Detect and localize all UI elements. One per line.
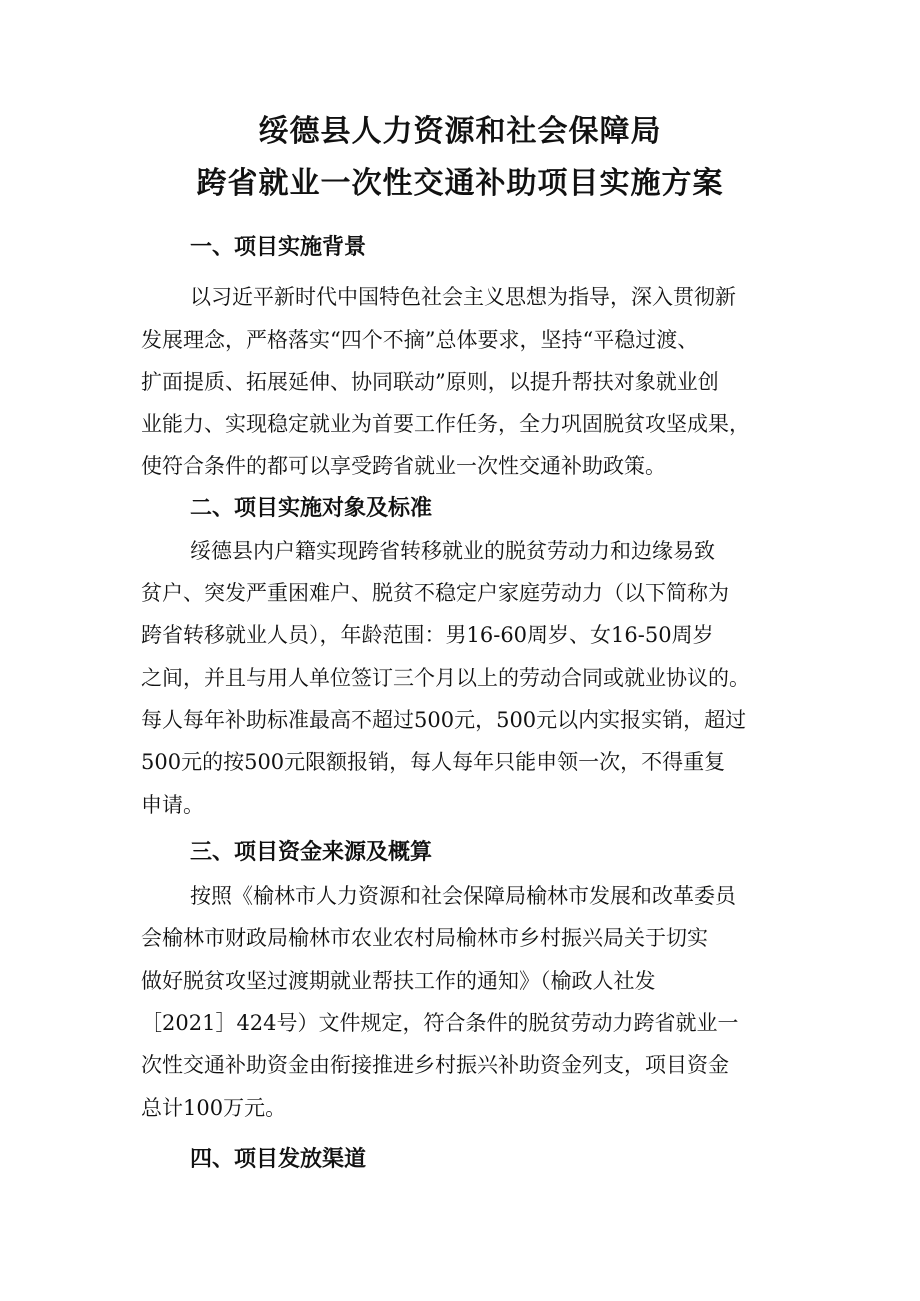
paragraph-line: 总计100万元。 bbox=[141, 1096, 287, 1120]
document-title-line1: 绥德县人力资源和社会保障局 bbox=[258, 114, 662, 149]
paragraph-line: 绥德县内户籍实现跨省转移就业的脱贫劳动力和边缘易致 bbox=[190, 539, 715, 563]
paragraph-line: 跨省转移就业人员），年龄范围：男16-60周岁、女16-50周岁 bbox=[141, 623, 714, 647]
paragraph-line: 次性交通补助资金由衔接推进乡村振兴补助资金列支，项目资金 bbox=[141, 1053, 729, 1077]
paragraph-line: 每人每年补助标准最高不超过500元，500元以内实报实销，超过 bbox=[141, 708, 747, 732]
paragraph-line: ［2021］424号）文件规定，符合条件的脱贫劳动力跨省就业一 bbox=[141, 1011, 739, 1035]
paragraph-line: 以习近平新时代中国特色社会主义思想为指导，深入贯彻新 bbox=[190, 285, 736, 309]
section-heading-distribution-channel: 四、项目发放渠道 bbox=[190, 1147, 367, 1172]
paragraph-line: 500元的按500元限额报销，每人每年只能申领一次，不得重复 bbox=[141, 750, 726, 774]
section-heading-funding: 三、项目资金来源及概算 bbox=[190, 840, 433, 865]
paragraph-line: 发展理念，严格落实“四个不摘”总体要求，坚持“平稳过渡、 bbox=[141, 328, 699, 352]
paragraph-line: 贫户、突发严重困难户、脱贫不稳定户家庭劳动力（以下简称为 bbox=[141, 581, 729, 605]
paragraph-line: 之间，并且与用人单位签订三个月以上的劳动合同或就业协议的。 bbox=[141, 666, 750, 690]
paragraph-line: 申请。 bbox=[141, 793, 204, 817]
paragraph-line: 扩面提质、拓展延伸、协同联动”原则，以提升帮扶对象就业创 bbox=[141, 370, 719, 394]
document-title-line2: 跨省就业一次性交通补助项目实施方案 bbox=[196, 166, 724, 201]
section-heading-target-and-standard: 二、项目实施对象及标准 bbox=[190, 496, 433, 521]
paragraph-line: 使符合条件的都可以享受跨省就业一次性交通补助政策。 bbox=[141, 454, 666, 478]
paragraph-line: 按照《榆林市人力资源和社会保障局榆林市发展和改革委员 bbox=[190, 884, 736, 908]
paragraph-line: 做好脱贫攻坚过渡期就业帮扶工作的通知》（榆政人社发 bbox=[141, 969, 656, 993]
paragraph-line: 业能力、实现稳定就业为首要工作任务，全力巩固脱贫攻坚成果， bbox=[141, 412, 750, 436]
paragraph-line: 会榆林市财政局榆林市农业农村局榆林市乡村振兴局关于切实 bbox=[141, 926, 708, 950]
section-heading-background: 一、项目实施背景 bbox=[190, 235, 367, 260]
